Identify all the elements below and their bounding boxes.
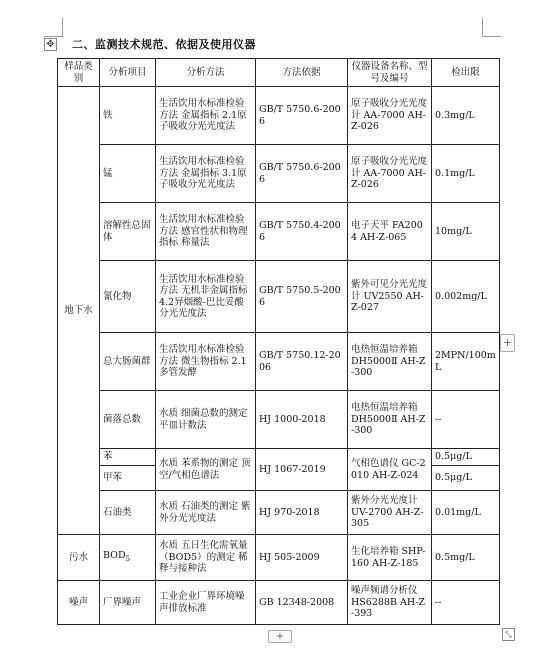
cell-basis: GB/T 5750.5-2006: [256, 261, 348, 333]
cell-method: 水质 细菌总数的测定 平皿计数法: [156, 391, 256, 449]
cell-basis: HJ 970-2018: [256, 491, 348, 535]
cell-method: 生活饮用水标准检验方法 金属指标 2.1原子吸收分光光度法: [156, 87, 256, 145]
cell-instrument: 原子吸收分光光度计 AA-7000 AH-Z-026: [348, 87, 432, 145]
table-row: [58, 449, 500, 466]
cell-item: 溶解性总固体: [100, 203, 156, 261]
cell-method: 生活饮用水标准检验方法 微生物指标 2.1 多管发酵: [156, 333, 256, 391]
table-row: [58, 145, 500, 203]
cell-instrument: 噪声频谱分析仪 HS6288B AH-Z-393: [348, 581, 432, 625]
table-row: [58, 581, 500, 625]
add-row-plus-icon[interactable]: +: [268, 630, 292, 643]
cell-item: 氰化物: [100, 261, 156, 333]
cell-basis: GB/T 5750.6-2006: [256, 145, 348, 203]
header-analysis-method: 分析方法: [156, 59, 256, 87]
cell-instrument: 紫外分光光度计 UV-2700 AH-Z-305: [348, 491, 432, 535]
header-method-basis: 方法依据: [256, 59, 348, 87]
cell-method: 生活饮用水标准检验方法 金属指标 3.1原子吸收分光光度法: [156, 145, 256, 203]
table-row: [58, 491, 500, 535]
cell-limit: 0.5μg/L: [432, 466, 500, 491]
header-sample-category: 样品类别: [58, 59, 100, 87]
monitoring-methods-table: [57, 58, 500, 625]
cell-item: [100, 535, 156, 581]
cell-item: 菌落总数: [100, 391, 156, 449]
table-row: [58, 87, 500, 145]
cell-item-main: BOD: [103, 549, 126, 561]
cell-basis: GB/T 5750.6-2006: [256, 87, 348, 145]
table-header-row: [58, 59, 500, 87]
cell-item: 锰: [100, 145, 156, 203]
category-groundwater: 地下水: [58, 87, 100, 535]
cell-item: 苯: [100, 449, 156, 466]
cell-basis: HJ 1000-2018: [256, 391, 348, 449]
table-row: [58, 333, 500, 391]
cell-basis: GB/T 5750.4-2006: [256, 203, 348, 261]
cell-method: 水质 苯系物的测定 顶空/气相色谱法: [156, 449, 256, 491]
cell-method: 生活饮用水标准检验方法 感官性状和物理指标 称量法: [156, 203, 256, 261]
cell-method: 水质 五日生化需氧量（BOD5）的测定 稀释与接种法: [156, 535, 256, 581]
cell-item: 石油类: [100, 491, 156, 535]
page-corner-top-left: [44, 18, 63, 37]
cell-limit: --: [432, 581, 500, 625]
table-move-handle-icon[interactable]: ✥: [44, 38, 57, 51]
cell-limit: 2MPN/100mL: [432, 333, 500, 391]
cell-limit: 0.01mg/L: [432, 491, 500, 535]
cell-instrument: 气相色谱仪 GC-2010 AH-Z-024: [348, 449, 432, 491]
category-sewage: 污水: [58, 535, 100, 581]
cell-item: 甲苯: [100, 466, 156, 491]
table-resize-icon[interactable]: ⤡: [502, 628, 515, 641]
header-analysis-item: 分析项目: [100, 59, 156, 87]
cell-item: 厂界噪声: [100, 581, 156, 625]
header-detection-limit: 检出限: [432, 59, 500, 87]
cell-basis: GB 12348-2008: [256, 581, 348, 625]
cell-limit: 0.1mg/L: [432, 145, 500, 203]
cell-limit: 0.5μg/L: [432, 449, 500, 466]
cell-method: 工业企业厂界环境噪声排放标准: [156, 581, 256, 625]
cell-instrument: 电热恒温培养箱 DH5000Ⅱ AH-Z-300: [348, 333, 432, 391]
cell-limit: 0.5mg/L: [432, 535, 500, 581]
cell-item: 总大肠菌群: [100, 333, 156, 391]
cell-method: 水质 石油类的测定 紫外分光光度法: [156, 491, 256, 535]
cell-instrument: 电热恒温培养箱 DH5000Ⅱ AH-Z-300: [348, 391, 432, 449]
cell-basis: HJ 1067-2019: [256, 449, 348, 491]
cell-item-sub: 5: [125, 554, 131, 563]
cell-instrument: 生化培养箱 SHP-160 AH-Z-185: [348, 535, 432, 581]
cell-instrument: 电子天平 FA2004 AH-Z-065: [348, 203, 432, 261]
cell-limit: 10mg/L: [432, 203, 500, 261]
cell-basis: GB/T 5750.12-2006: [256, 333, 348, 391]
cell-limit: 0.002mg/L: [432, 261, 500, 333]
table-row: [58, 391, 500, 449]
table-row: [58, 261, 500, 333]
cell-item: 铁: [100, 87, 156, 145]
cell-instrument: 原子吸收分光光度计 AA-7000 AH-Z-026: [348, 145, 432, 203]
table-row: [58, 535, 500, 581]
table-row: [58, 203, 500, 261]
header-instrument: 仪器设备名称、型号及编号: [348, 59, 432, 87]
cell-basis: HJ 505-2009: [256, 535, 348, 581]
page-corner-top-right: [482, 18, 501, 37]
cell-method: 生活饮用水标准检验方法 无机非金属指标 4.2异烟酸-巴比妥酸分光光度法: [156, 261, 256, 333]
add-column-plus-icon[interactable]: +: [500, 334, 515, 352]
category-noise: 噪声: [58, 581, 100, 625]
section-heading: 二、监测技术规范、依据及使用仪器: [72, 38, 256, 51]
cell-limit: 0.3mg/L: [432, 87, 500, 145]
cell-limit: --: [432, 391, 500, 449]
cell-instrument: 紫外可见分光光度计 UV2550 AH-Z-027: [348, 261, 432, 333]
